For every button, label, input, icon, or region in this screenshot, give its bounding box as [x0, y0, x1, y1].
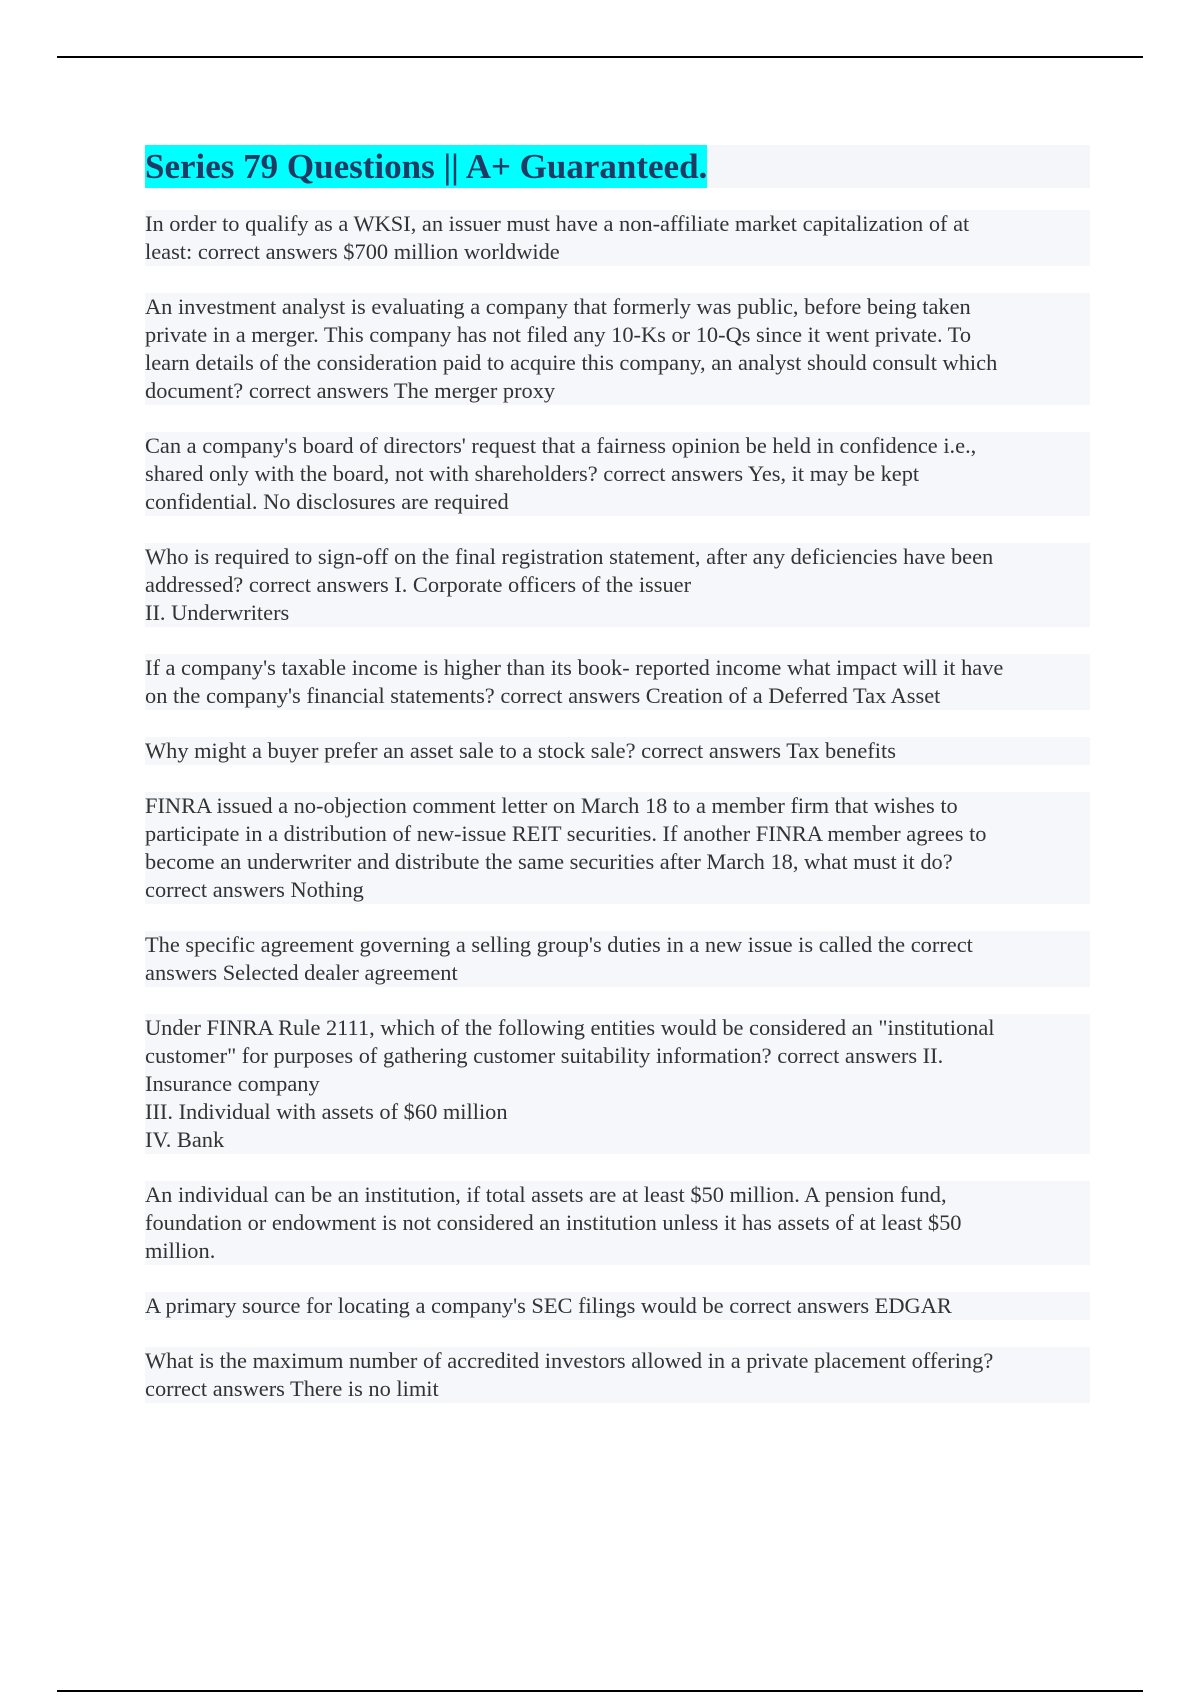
qa-list	[145, 210, 1090, 1403]
footer-rule	[57, 1690, 1143, 1692]
qa-line: Who is required to sign-off on the final registration statement, after any deficiencies have been	[145, 544, 994, 569]
qa-line: addressed? correct answers I. Corporate officers of the issuer	[145, 572, 692, 597]
qa-line: FINRA issued a no-objection comment letter on March 18 to a member firm that wishes to	[145, 793, 958, 818]
document-body	[145, 145, 1090, 1430]
qa-entry	[145, 1347, 1090, 1403]
qa-line: Can a company's board of directors' request that a fairness opinion be held in confidence i.e.,	[145, 433, 977, 458]
qa-entry	[145, 1292, 1090, 1320]
qa-line: An investment analyst is evaluating a company that formerly was public, before being taken	[145, 294, 971, 319]
document-title: Series 79 Questions || A+ Guaranteed.	[145, 147, 708, 186]
qa-line: II. Underwriters	[145, 600, 290, 625]
qa-line: In order to qualify as a WKSI, an issuer must have a non-affiliate market capitalization of at	[145, 211, 970, 236]
qa-entry	[145, 1014, 1090, 1154]
qa-line: least: correct answers $700 million worldwide	[145, 239, 560, 264]
qa-entry	[145, 654, 1090, 710]
qa-line: participate in a distribution of new-issue REIT securities. If another FINRA member agrees to	[145, 821, 987, 846]
qa-line: What is the maximum number of accredited investors allowed in a private placement offering?	[145, 1348, 994, 1373]
qa-line: Under FINRA Rule 2111, which of the following entities would be considered an "institutional	[145, 1015, 995, 1040]
qa-line: learn details of the consideration paid to acquire this company, an analyst should consult which	[145, 350, 998, 375]
qa-entry	[145, 432, 1090, 516]
qa-line: IV. Bank	[145, 1127, 225, 1152]
qa-line: correct answers Nothing	[145, 877, 364, 902]
qa-entry	[145, 210, 1090, 266]
header-rule	[57, 56, 1143, 58]
qa-entry	[145, 543, 1090, 627]
qa-line: Why might a buyer prefer an asset sale to a stock sale? correct answers Tax benefits	[145, 738, 896, 763]
qa-line: answers Selected dealer agreement	[145, 960, 458, 985]
qa-line: document? correct answers The merger proxy	[145, 378, 556, 403]
qa-line: An individual can be an institution, if total assets are at least $50 million. A pension fund,	[145, 1182, 947, 1207]
qa-entry	[145, 792, 1090, 904]
qa-line: million.	[145, 1238, 216, 1263]
qa-line: confidential. No disclosures are required	[145, 489, 509, 514]
qa-line: A primary source for locating a company's SEC filings would be correct answers EDGAR	[145, 1293, 952, 1318]
qa-line: III. Individual with assets of $60 million	[145, 1099, 508, 1124]
qa-line: Insurance company	[145, 1071, 320, 1096]
qa-entry	[145, 293, 1090, 405]
qa-line: correct answers There is no limit	[145, 1376, 439, 1401]
qa-line: shared only with the board, not with shareholders? correct answers Yes, it may be kept	[145, 461, 920, 486]
qa-entry	[145, 737, 1090, 765]
qa-line: private in a merger. This company has not filed any 10-Ks or 10-Qs since it went private. To	[145, 322, 972, 347]
qa-entry	[145, 931, 1090, 987]
qa-line: customer" for purposes of gathering customer suitability information? correct answers II.	[145, 1043, 944, 1068]
qa-line: on the company's financial statements? correct answers Creation of a Deferred Tax Asset	[145, 683, 941, 708]
qa-line: foundation or endowment is not considered an institution unless it has assets of at least $50	[145, 1210, 962, 1235]
qa-entry	[145, 1181, 1090, 1265]
qa-line: If a company's taxable income is higher than its book- reported income what impact will it have	[145, 655, 1004, 680]
qa-line: The specific agreement governing a selling group's duties in a new issue is called the correct	[145, 932, 973, 957]
title-band	[145, 145, 1090, 188]
qa-line: become an underwriter and distribute the same securities after March 18, what must it do?	[145, 849, 953, 874]
